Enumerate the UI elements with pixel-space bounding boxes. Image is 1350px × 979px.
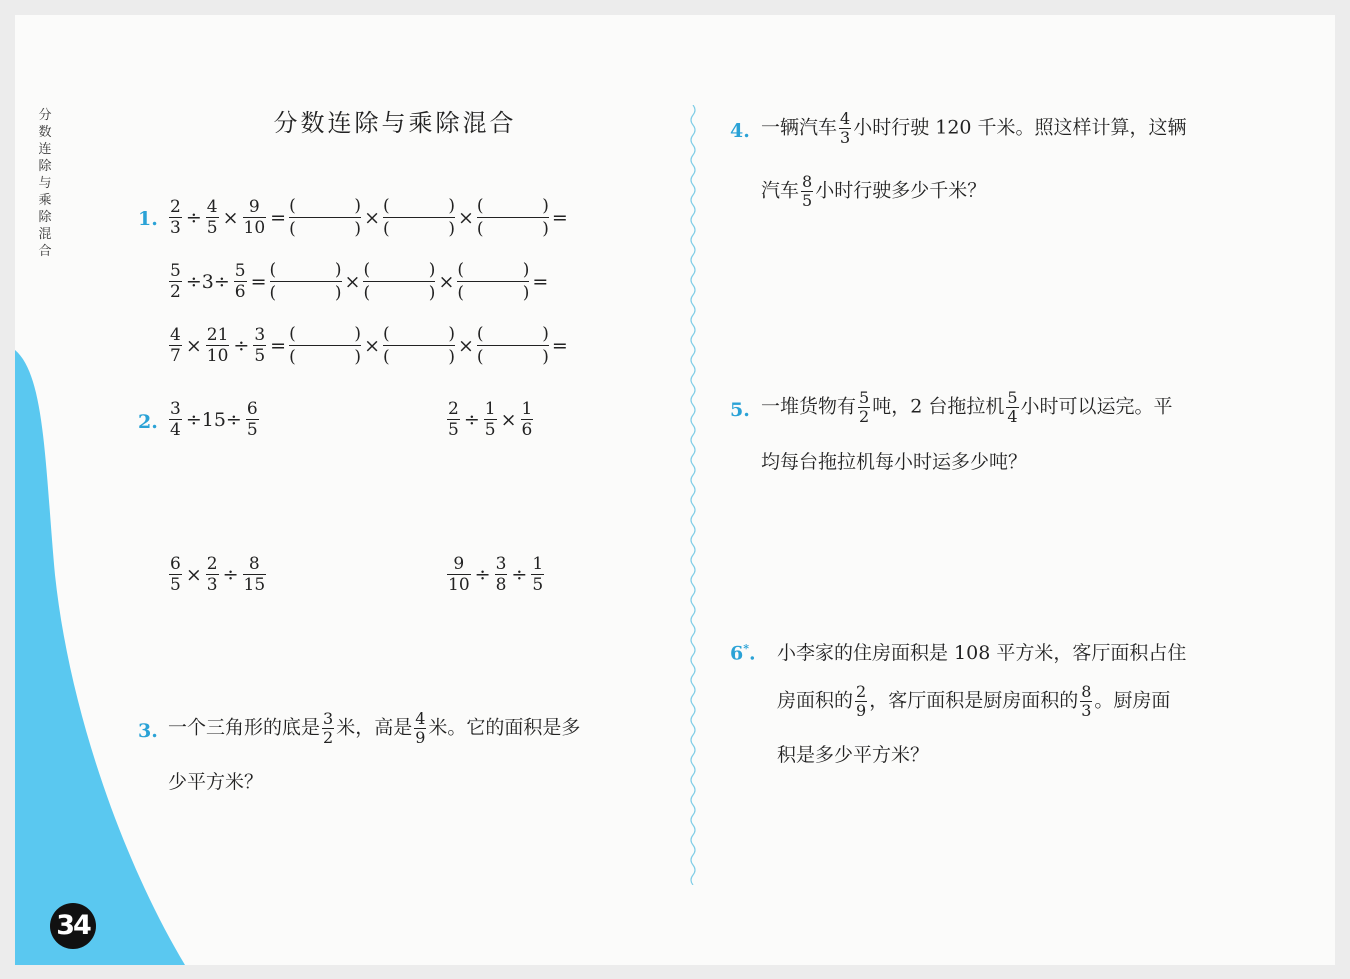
fraction: $\frac{2}{3}$	[206, 554, 218, 595]
page-title: 分数连除与乘除混合	[273, 109, 517, 137]
answer-blank-fraction[interactable]: ( ) ( )	[476, 324, 549, 367]
fraction: $\frac{3}{8}$	[495, 554, 507, 595]
side-wave-decoration	[15, 15, 1335, 965]
fraction: $\frac{3}{2}$	[323, 709, 334, 747]
answer-blank-fraction[interactable]: ( ) ( )	[382, 196, 455, 239]
answer-blank-fraction[interactable]: ( ) ( )	[476, 196, 549, 239]
fraction: $\frac{2}{5}$	[448, 399, 459, 440]
fraction: $\frac{5}{2}$	[859, 388, 870, 426]
answer-blank-fraction[interactable]: ( ) ( )	[269, 260, 342, 303]
q5-number: 5.	[730, 399, 750, 421]
fraction: $\frac{8}{3}$	[1081, 682, 1092, 720]
fraction: $\frac{3}{4}$	[170, 399, 181, 440]
fraction: $\frac{8}{5}$	[802, 172, 813, 210]
q2-expression-3: $\frac{6}{5}$ × $\frac{2}{3}$ ÷ $\frac{8}{15}$	[170, 554, 266, 595]
fraction: $\frac{6}{5}$	[246, 399, 258, 440]
fraction: $\frac{1}{5}$	[484, 399, 496, 440]
q6-line-2: 房面积的 $\frac{2}{9}$ ，客厅面积是厨房面积的 $\frac{8}{3}$ 。厨房面	[777, 682, 1171, 720]
q5-line-2: 均每台拖拉机每小时运多少吨？	[761, 451, 1028, 473]
q6-number: 6*.	[730, 642, 756, 665]
q4-number: 4.	[730, 120, 750, 142]
q6-line-3: 积是多少平方米？	[777, 744, 930, 766]
fraction: $\frac{4}{9}$	[415, 709, 426, 747]
fraction: $\frac{8}{15}$	[243, 554, 266, 595]
workbook-page	[15, 15, 1335, 965]
fraction: $\frac{2}{9}$	[856, 682, 867, 720]
q1-number: 1.	[138, 208, 158, 230]
answer-blank-fraction[interactable]: ( ) ( )	[289, 324, 362, 367]
q3-number: 3.	[138, 720, 158, 742]
fraction: $\frac{5}{2}$	[170, 261, 181, 302]
fraction: $\frac{4}{7}$	[170, 325, 181, 366]
fraction: $\frac{5}{4}$	[1007, 388, 1018, 426]
answer-blank-fraction[interactable]: ( ) ( )	[363, 260, 436, 303]
answer-blank-fraction[interactable]: ( ) ( )	[457, 260, 530, 303]
q2-number: 2.	[138, 411, 158, 433]
q2-expression-2: $\frac{2}{5}$ ÷ $\frac{1}{5}$ × $\frac{1}{6}$	[448, 399, 533, 440]
q1-row-3: $\frac{4}{7}$ × $\frac{21}{10}$ ÷ $\frac{3}{5}$ = ( ) ( ) × ( ) ( ) × ( ) ( ) =	[170, 324, 568, 367]
q6-line-1: 小李家的住房面积是 108 平方米，客厅面积占住	[777, 642, 1187, 664]
page-number: 34	[50, 903, 96, 949]
q5-line-1: 一堆货物有 $\frac{5}{2}$ 吨，2 台拖拉机 $\frac{5}{4}$ 小时可以运完。平	[761, 388, 1173, 426]
fraction: $\frac{1}{6}$	[521, 399, 533, 440]
fraction: $\frac{9}{10}$	[448, 554, 470, 595]
answer-blank-fraction[interactable]: ( ) ( )	[289, 196, 362, 239]
q1-row-1: $\frac{2}{3}$ ÷ $\frac{4}{5}$ × $\frac{9}{10}$ = ( ) ( ) × ( ) ( ) × ( ) ( ) =	[170, 196, 568, 239]
fraction: $\frac{2}{3}$	[170, 197, 181, 238]
page-divider	[685, 105, 701, 885]
q2-expression-1: $\frac{3}{4}$ ÷15÷ $\frac{6}{5}$	[170, 399, 258, 440]
q3-line-2: 少平方米？	[168, 771, 264, 793]
fraction: $\frac{1}{5}$	[532, 554, 544, 595]
q2-expression-4: $\frac{9}{10}$ ÷ $\frac{3}{8}$ ÷ $\frac{1}{5}$	[448, 554, 544, 595]
answer-blank-fraction[interactable]: ( ) ( )	[382, 324, 455, 367]
fraction: $\frac{21}{10}$	[206, 325, 229, 366]
q4-line-1: 一辆汽车 $\frac{4}{3}$ 小时行驶 120 千米。照这样计算，这辆	[761, 109, 1187, 147]
fraction: $\frac{4}{3}$	[840, 109, 851, 147]
fraction: $\frac{6}{5}$	[170, 554, 181, 595]
fraction: $\frac{9}{10}$	[243, 197, 266, 238]
fraction: $\frac{3}{5}$	[254, 325, 266, 366]
q1-row-2: $\frac{5}{2}$ ÷3÷ $\frac{5}{6}$ = ( ) ( ) × ( ) ( ) × ( ) ( ) =	[170, 260, 549, 303]
q4-line-2: 汽车 $\frac{8}{5}$ 小时行驶多少千米？	[761, 172, 987, 210]
q3-line-1: 一个三角形的底是 $\frac{3}{2}$ 米，高是 $\frac{4}{9}$ 米。它的面积是多	[168, 709, 581, 747]
side-title: 分数连除与乘除混合	[38, 108, 52, 259]
fraction: $\frac{5}{6}$	[234, 261, 246, 302]
fraction: $\frac{4}{5}$	[206, 197, 218, 238]
